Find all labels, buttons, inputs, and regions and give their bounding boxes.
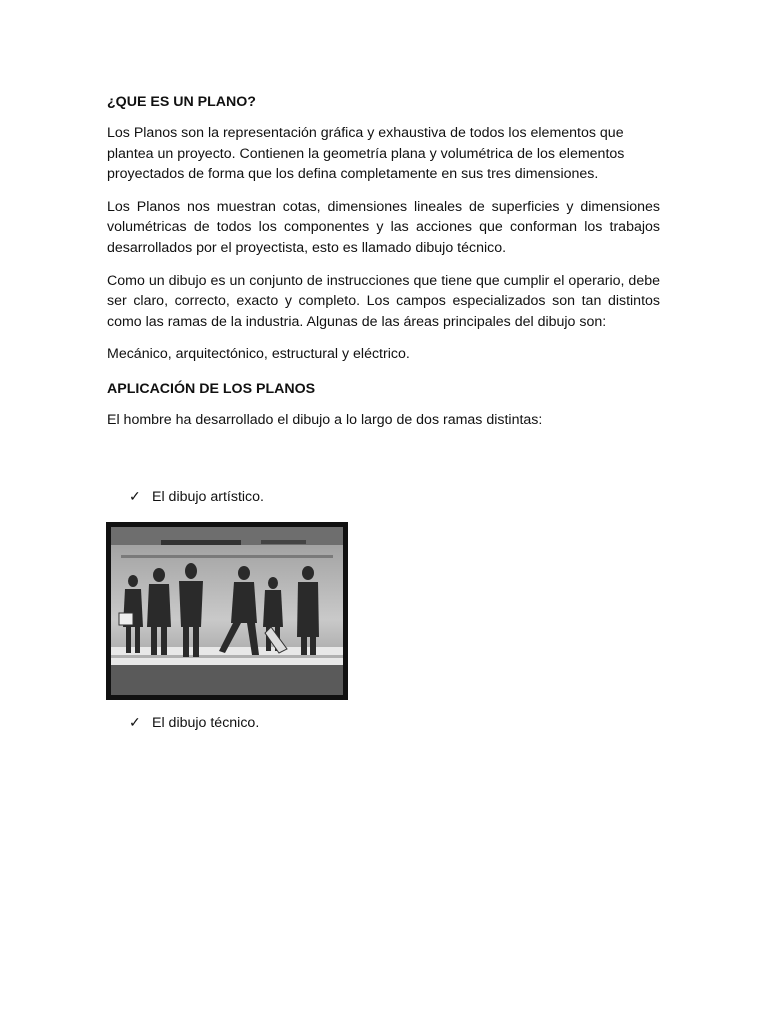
paragraph-areas: Mecánico, arquitectónico, estructural y eléctrico. bbox=[107, 346, 410, 363]
heading-que-es-un-plano: ¿QUE ES UN PLANO? bbox=[107, 94, 256, 110]
list-item-label: El dibujo artístico. bbox=[152, 489, 264, 505]
list-item-label: El dibujo técnico. bbox=[152, 715, 260, 731]
document-body bbox=[107, 92, 660, 441]
paragraph-cotas: Los Planos nos muestran cotas, dimensiones lineales de superficies y dimensiones volumétricas de todos los componentes y las acciones que conforman los trabajos desarrollados por el proyectista, esto es llamado dibujo técnico. bbox=[107, 198, 660, 256]
artistic-drawing-image bbox=[106, 522, 348, 700]
paragraph-instructions: Como un dibujo es un conjunto de instrucciones que tiene que cumplir el operario, debe ser claro, correcto, exacto y completo. Los campos especializados son tan distintos como las ramas de la industria. Algunas de las áreas principales del dibujo son: bbox=[107, 272, 660, 330]
list-item-artistic bbox=[129, 488, 429, 505]
paragraph-definition: Los Planos son la representación gráfica y exhaustiva de todos los elementos que plantea un proyecto. Contienen la geometría plana y volumétrica de los elementos proyectados de forma que los defina completamente en sus tres dimensiones. bbox=[107, 125, 625, 183]
list-item-technical bbox=[129, 714, 429, 731]
heading-aplicacion: APLICACIÓN DE LOS PLANOS bbox=[107, 380, 316, 397]
pencil-drawing-people-station bbox=[111, 527, 343, 695]
paragraph-ramas: El hombre ha desarrollado el dibujo a lo largo de dos ramas distintas: bbox=[107, 411, 543, 428]
checkmark-icon: ✓ bbox=[129, 714, 141, 730]
checkmark-icon: ✓ bbox=[129, 488, 141, 504]
